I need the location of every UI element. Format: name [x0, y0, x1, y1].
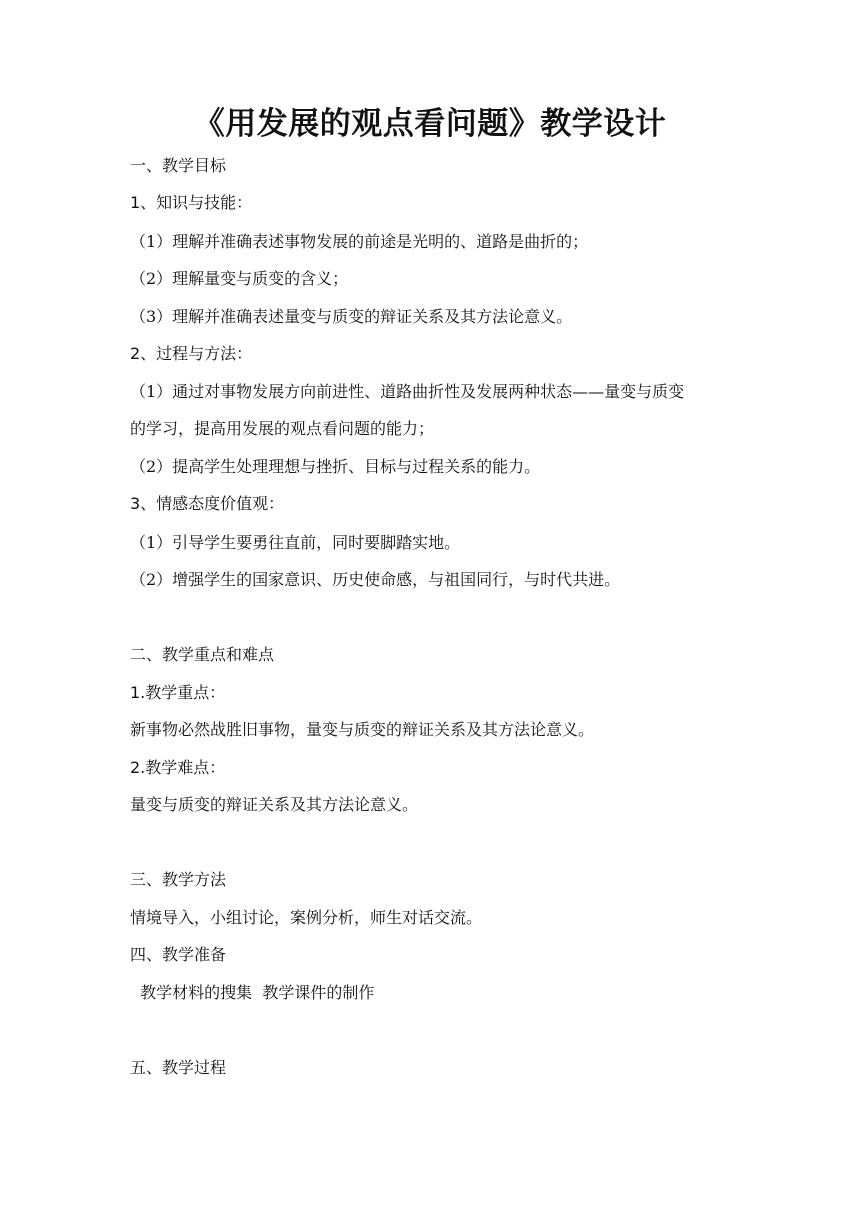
section-heading-key-points: 二、教学重点和难点 [130, 645, 275, 664]
list-item-continuation: 的学习，提高用发展的观点看问题的能力； [130, 419, 435, 438]
paragraph-methods: 情境导入，小组讨论，案例分析，师生对话交流。 [130, 908, 483, 927]
paragraph-key-point: 新事物必然战胜旧事物，量变与质变的辩证关系及其方法论意义。 [130, 720, 595, 739]
subheading-difficulty: 2.教学难点： [130, 758, 226, 777]
list-item: （1）通过对事物发展方向前进性、道路曲折性及发展两种状态——量变与质变 [130, 382, 685, 401]
list-item: （3）理解并准确表述量变与质变的辩证关系及其方法论意义。 [130, 307, 573, 326]
list-item: （1）理解并准确表述事物发展的前途是光明的、道路是曲折的； [130, 232, 589, 251]
subheading-knowledge-skills: 1、知识与技能： [130, 193, 253, 212]
list-item: （1）引导学生要勇往直前，同时要脚踏实地。 [130, 533, 461, 552]
section-heading-objectives: 一、教学目标 [130, 156, 227, 175]
list-item: （2）理解量变与质变的含义； [130, 269, 349, 288]
paragraph-preparation: 教学材料的搜集 教学课件的制作 [130, 983, 375, 1002]
subheading-values: 3、情感态度价值观： [130, 494, 285, 513]
section-heading-process: 五、教学过程 [130, 1058, 227, 1077]
subheading-key-point: 1.教学重点： [130, 683, 226, 702]
subheading-process-methods: 2、过程与方法： [130, 344, 253, 363]
section-heading-methods: 三、教学方法 [130, 870, 227, 889]
list-item: （2）增强学生的国家意识、历史使命感，与祖国同行，与时代共进。 [130, 570, 621, 589]
list-item: （2）提高学生处理理想与挫折、目标与过程关系的能力。 [130, 457, 541, 476]
document-title: 《用发展的观点看问题》教学设计 [193, 106, 667, 142]
section-heading-preparation: 四、教学准备 [130, 945, 227, 964]
paragraph-difficulty: 量变与质变的辩证关系及其方法论意义。 [130, 795, 419, 814]
